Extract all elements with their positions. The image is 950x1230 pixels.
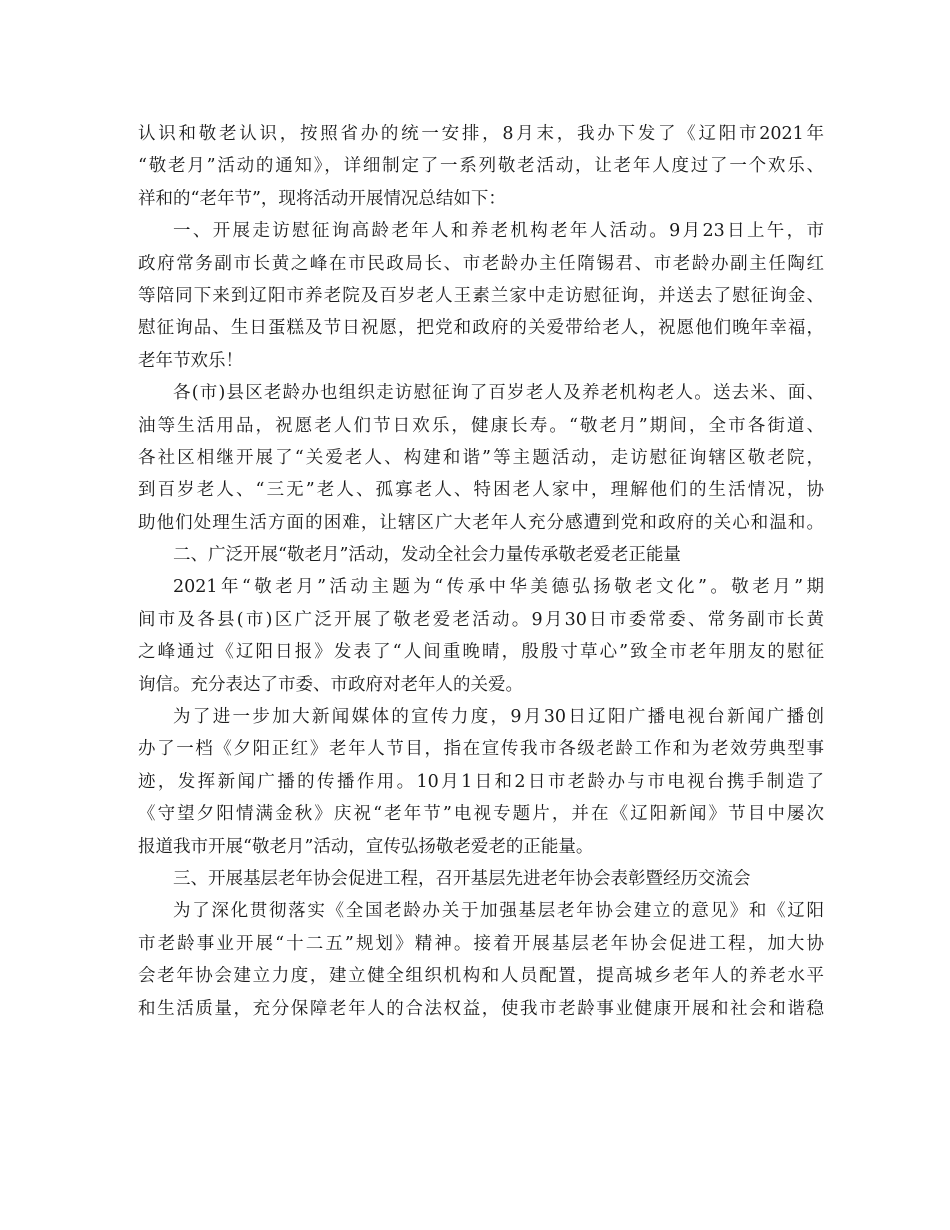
text-line: 二、广泛开展“敬老月”活动，发动全社会力量传承敬老爱老正能量 (173, 545, 681, 566)
text-line: 三、开展基层老年协会促进工程，召开基层先进老年协会表彰暨经历交流会 (173, 868, 751, 889)
text-line: 等陪同下来到辽阳市养老院及百岁老人王素兰家中走访慰征询，并送去了慰征询金、 (138, 285, 824, 306)
text-line: 市老龄事业开展“十二五”规划》精神。接着开展基层老年协会促进工程，加大协 (138, 933, 824, 954)
text-line: 为了深化贯彻落实《全国老龄办关于加强基层老年协会建立的意见》和《辽阳 (173, 901, 824, 922)
text-line: 《守望夕阳情满金秋》庆祝“老年节”电视专题片，并在《辽阳新闻》节目中屡次 (138, 804, 824, 825)
text-line: 各社区相继开展了“关爱老人、构建和谐”等主题活动，走访慰征询辖区敬老院， (138, 447, 824, 468)
text-line: 会老年协会建立力度，建立健全组织机构和人员配置，提高城乡老年人的养老水平 (138, 966, 824, 987)
text-line: 到百岁老人、“三无”老人、孤寡老人、特困老人家中，理解他们的生活情况，协 (138, 480, 824, 501)
text-line: 油等生活用品，祝愿老人们节日欢乐，健康长寿。“敬老月”期间，全市各街道、 (138, 415, 824, 436)
text-line: 和生活质量，充分保障老年人的合法权益，使我市老龄事业健康开展和社会和谐稳 (138, 998, 824, 1019)
text-line: “敬老月”活动的通知》，详细制定了一系列敬老活动，让老年人度过了一个欢乐、 (138, 156, 824, 177)
text-line: 一、开展走访慰征询高龄老年人和养老机构老年人活动。9月23日上午，市 (173, 221, 824, 242)
text-line: 办了一档《夕阳正红》老年人节目，指在宣传我市各级老龄工作和为老效劳典型事 (138, 739, 824, 760)
text-line: 政府常务副市长黄之峰在市民政局长、市老龄办主任隋锡君、市老龄办副主任陶红 (138, 253, 824, 274)
text-line: 迹，发挥新闻广播的传播作用。10月1日和2日市老龄办与市电视台携手制造了 (138, 771, 824, 792)
text-line: 慰征询品、生日蛋糕及节日祝愿，把党和政府的关爱带给老人，祝愿他们晚年幸福， (138, 318, 824, 339)
text-line: 各(市)县区老龄办也组织走访慰征询了百岁老人及养老机构老人。送去米、面、 (173, 383, 824, 404)
text-line: 祥和的“老年节”，现将活动开展情况总结如下： (138, 188, 506, 209)
text-line: 老年节欢乐！ (138, 350, 243, 371)
text-line: 之峰通过《辽阳日报》发表了“人间重晚晴，殷殷寸草心”致全市老年朋友的慰征 (138, 642, 824, 663)
text-line: 为了进一步加大新闻媒体的宣传力度，9月30日辽阳广播电视台新闻广播创 (173, 707, 824, 728)
text-line: 助他们处理生活方面的困难，让辖区广大老年人充分感遭到党和政府的关心和温和。 (138, 512, 824, 533)
text-line: 认识和敬老认识，按照省办的统一安排，8月末，我办下发了《辽阳市2021年 (138, 124, 824, 144)
text-line: 报道我市开展“敬老月”活动，宣传弘扬敬老爱老的正能量。 (138, 836, 594, 857)
text-line: 询信。充分表达了市委、市政府对老年人的关爱。 (138, 674, 523, 695)
text-line: 间市及各县(市)区广泛开展了敬老爱老活动。9月30日市委常委、常务副市长黄 (138, 609, 824, 630)
text-line: 2021年“敬老月”活动主题为“传承中华美德弘扬敬老文化”。敬老月”期 (173, 577, 824, 598)
document-page (138, 118, 824, 1025)
